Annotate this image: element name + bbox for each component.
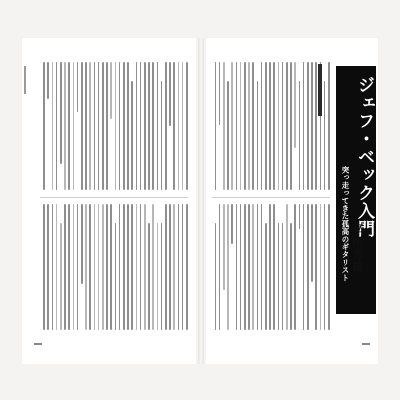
body-text-line [278, 62, 280, 190]
body-text-line [324, 204, 326, 330]
body-text-line [265, 62, 267, 190]
body-text-line [98, 62, 100, 190]
body-text-line [52, 62, 54, 190]
body-text-line [123, 62, 125, 190]
body-text-line [161, 81, 163, 190]
body-text-line [244, 62, 246, 190]
body-text-line [106, 62, 108, 190]
page-gutter [198, 38, 204, 364]
section-heading [318, 64, 322, 116]
body-text-line [165, 62, 167, 190]
body-text-line [219, 62, 221, 125]
body-text-line [43, 204, 45, 330]
running-head [24, 66, 26, 94]
body-text-line [77, 62, 79, 112]
body-text-line [56, 62, 58, 190]
body-text-line [85, 62, 87, 190]
body-text-line [157, 62, 159, 190]
article-author: 立川芳雄 [351, 222, 364, 274]
body-text-line [173, 62, 175, 190]
body-text-line [64, 62, 66, 190]
body-text-line [294, 62, 296, 148]
body-text-line [282, 62, 284, 190]
body-text-line [140, 62, 142, 190]
body-text-line [236, 204, 238, 330]
body-text-line [68, 62, 70, 190]
body-text-line [215, 62, 217, 190]
body-text-line [165, 204, 167, 330]
body-text-line [240, 204, 242, 330]
body-text-line [311, 204, 313, 282]
body-text-line [252, 62, 254, 190]
body-text-line [219, 204, 221, 330]
body-text-line [215, 223, 217, 330]
body-text-line [144, 204, 146, 330]
body-text-line [110, 204, 112, 330]
right-top-text-block [212, 62, 330, 190]
body-text-line [315, 62, 317, 190]
left-top-text-block [40, 62, 188, 190]
body-text-line [257, 81, 259, 190]
body-text-line [110, 62, 112, 119]
body-text-line [94, 204, 96, 330]
body-text-line [223, 204, 225, 290]
body-text-line [161, 223, 163, 330]
body-text-line [261, 62, 263, 190]
body-text-line [148, 223, 150, 330]
body-text-line [269, 62, 271, 190]
body-text-line [231, 62, 233, 190]
body-text-line [115, 62, 117, 190]
body-text-line [286, 204, 288, 330]
body-text-line [152, 204, 154, 330]
body-text-line [290, 223, 292, 330]
body-text-line [131, 81, 133, 190]
body-text-line [186, 62, 188, 190]
body-text-line [182, 62, 184, 190]
body-text-line [324, 81, 326, 190]
body-text-line [282, 223, 284, 330]
body-text-line [252, 204, 254, 330]
body-text-line [152, 62, 154, 190]
body-text-line [303, 204, 305, 330]
body-text-line [257, 204, 259, 330]
body-text-line [148, 62, 150, 190]
body-text-line [169, 204, 171, 330]
body-text-line [89, 62, 91, 190]
body-text-line [269, 204, 271, 330]
body-text-line [186, 204, 188, 330]
body-text-line [144, 62, 146, 190]
body-text-line [81, 62, 83, 190]
article-subtitle: 突っ走ってきた孤高のギタリスト [341, 166, 350, 282]
body-text-line [60, 223, 62, 330]
body-text-line [64, 204, 66, 330]
body-text-line [303, 62, 305, 190]
body-text-line [273, 62, 275, 190]
body-text-line [136, 204, 138, 330]
body-text-line [89, 204, 91, 330]
body-text-line [123, 204, 125, 330]
body-text-line [178, 204, 180, 330]
body-text-line [299, 204, 301, 229]
right-folio [362, 343, 370, 345]
body-text-line [77, 204, 79, 330]
body-text-line [248, 62, 250, 190]
body-text-line [236, 62, 238, 190]
body-text-line [169, 62, 171, 126]
body-text-line [173, 204, 175, 330]
body-text-line [140, 204, 142, 330]
body-text-line [102, 62, 104, 190]
body-text-line [320, 204, 322, 330]
body-text-line [73, 204, 75, 330]
body-text-line [98, 204, 100, 330]
body-text-line [307, 204, 309, 330]
body-text-line [248, 204, 250, 330]
body-text-line [127, 62, 129, 190]
body-text-line [56, 204, 58, 330]
body-text-line [60, 62, 62, 164]
left-band-separator [40, 197, 188, 198]
body-text-line [227, 81, 229, 190]
body-text-line [102, 204, 104, 330]
body-text-line [119, 62, 121, 190]
left-bottom-text-block [40, 204, 188, 330]
body-text-line [328, 204, 330, 330]
body-text-line [131, 204, 133, 330]
body-text-line [290, 62, 292, 190]
body-text-line [315, 204, 317, 330]
body-text-line [85, 204, 87, 330]
body-text-line [265, 223, 267, 330]
body-text-line [223, 62, 225, 190]
body-text-line [47, 62, 49, 99]
body-text-line [47, 204, 49, 330]
right-bottom-text-block [212, 204, 330, 330]
body-text-line [68, 204, 70, 330]
body-text-line [115, 223, 117, 330]
body-text-line [311, 62, 313, 190]
body-text-line [106, 204, 108, 330]
body-text-line [94, 62, 96, 190]
body-text-line [286, 62, 288, 190]
body-text-line [244, 204, 246, 330]
body-text-line [328, 62, 330, 190]
left-folio [34, 343, 42, 345]
body-text-line [240, 62, 242, 190]
body-text-line [182, 204, 184, 330]
body-text-line [157, 223, 159, 330]
body-text-line [299, 81, 301, 190]
body-text-line [119, 204, 121, 330]
body-text-line [43, 62, 45, 190]
body-text-line [231, 204, 233, 244]
body-text-line [261, 204, 263, 330]
body-text-line [178, 62, 180, 190]
body-text-line [52, 204, 54, 330]
article-title: ジェフ・ベック入門 [354, 76, 374, 238]
body-text-line [294, 204, 296, 330]
body-text-line [273, 204, 275, 330]
body-text-line [278, 223, 280, 330]
right-band-separator [212, 197, 330, 198]
body-text-line [307, 62, 309, 190]
body-text-line [136, 62, 138, 190]
body-text-line [81, 204, 83, 284]
body-text-line [227, 204, 229, 330]
body-text-line [73, 62, 75, 190]
body-text-line [127, 204, 129, 330]
